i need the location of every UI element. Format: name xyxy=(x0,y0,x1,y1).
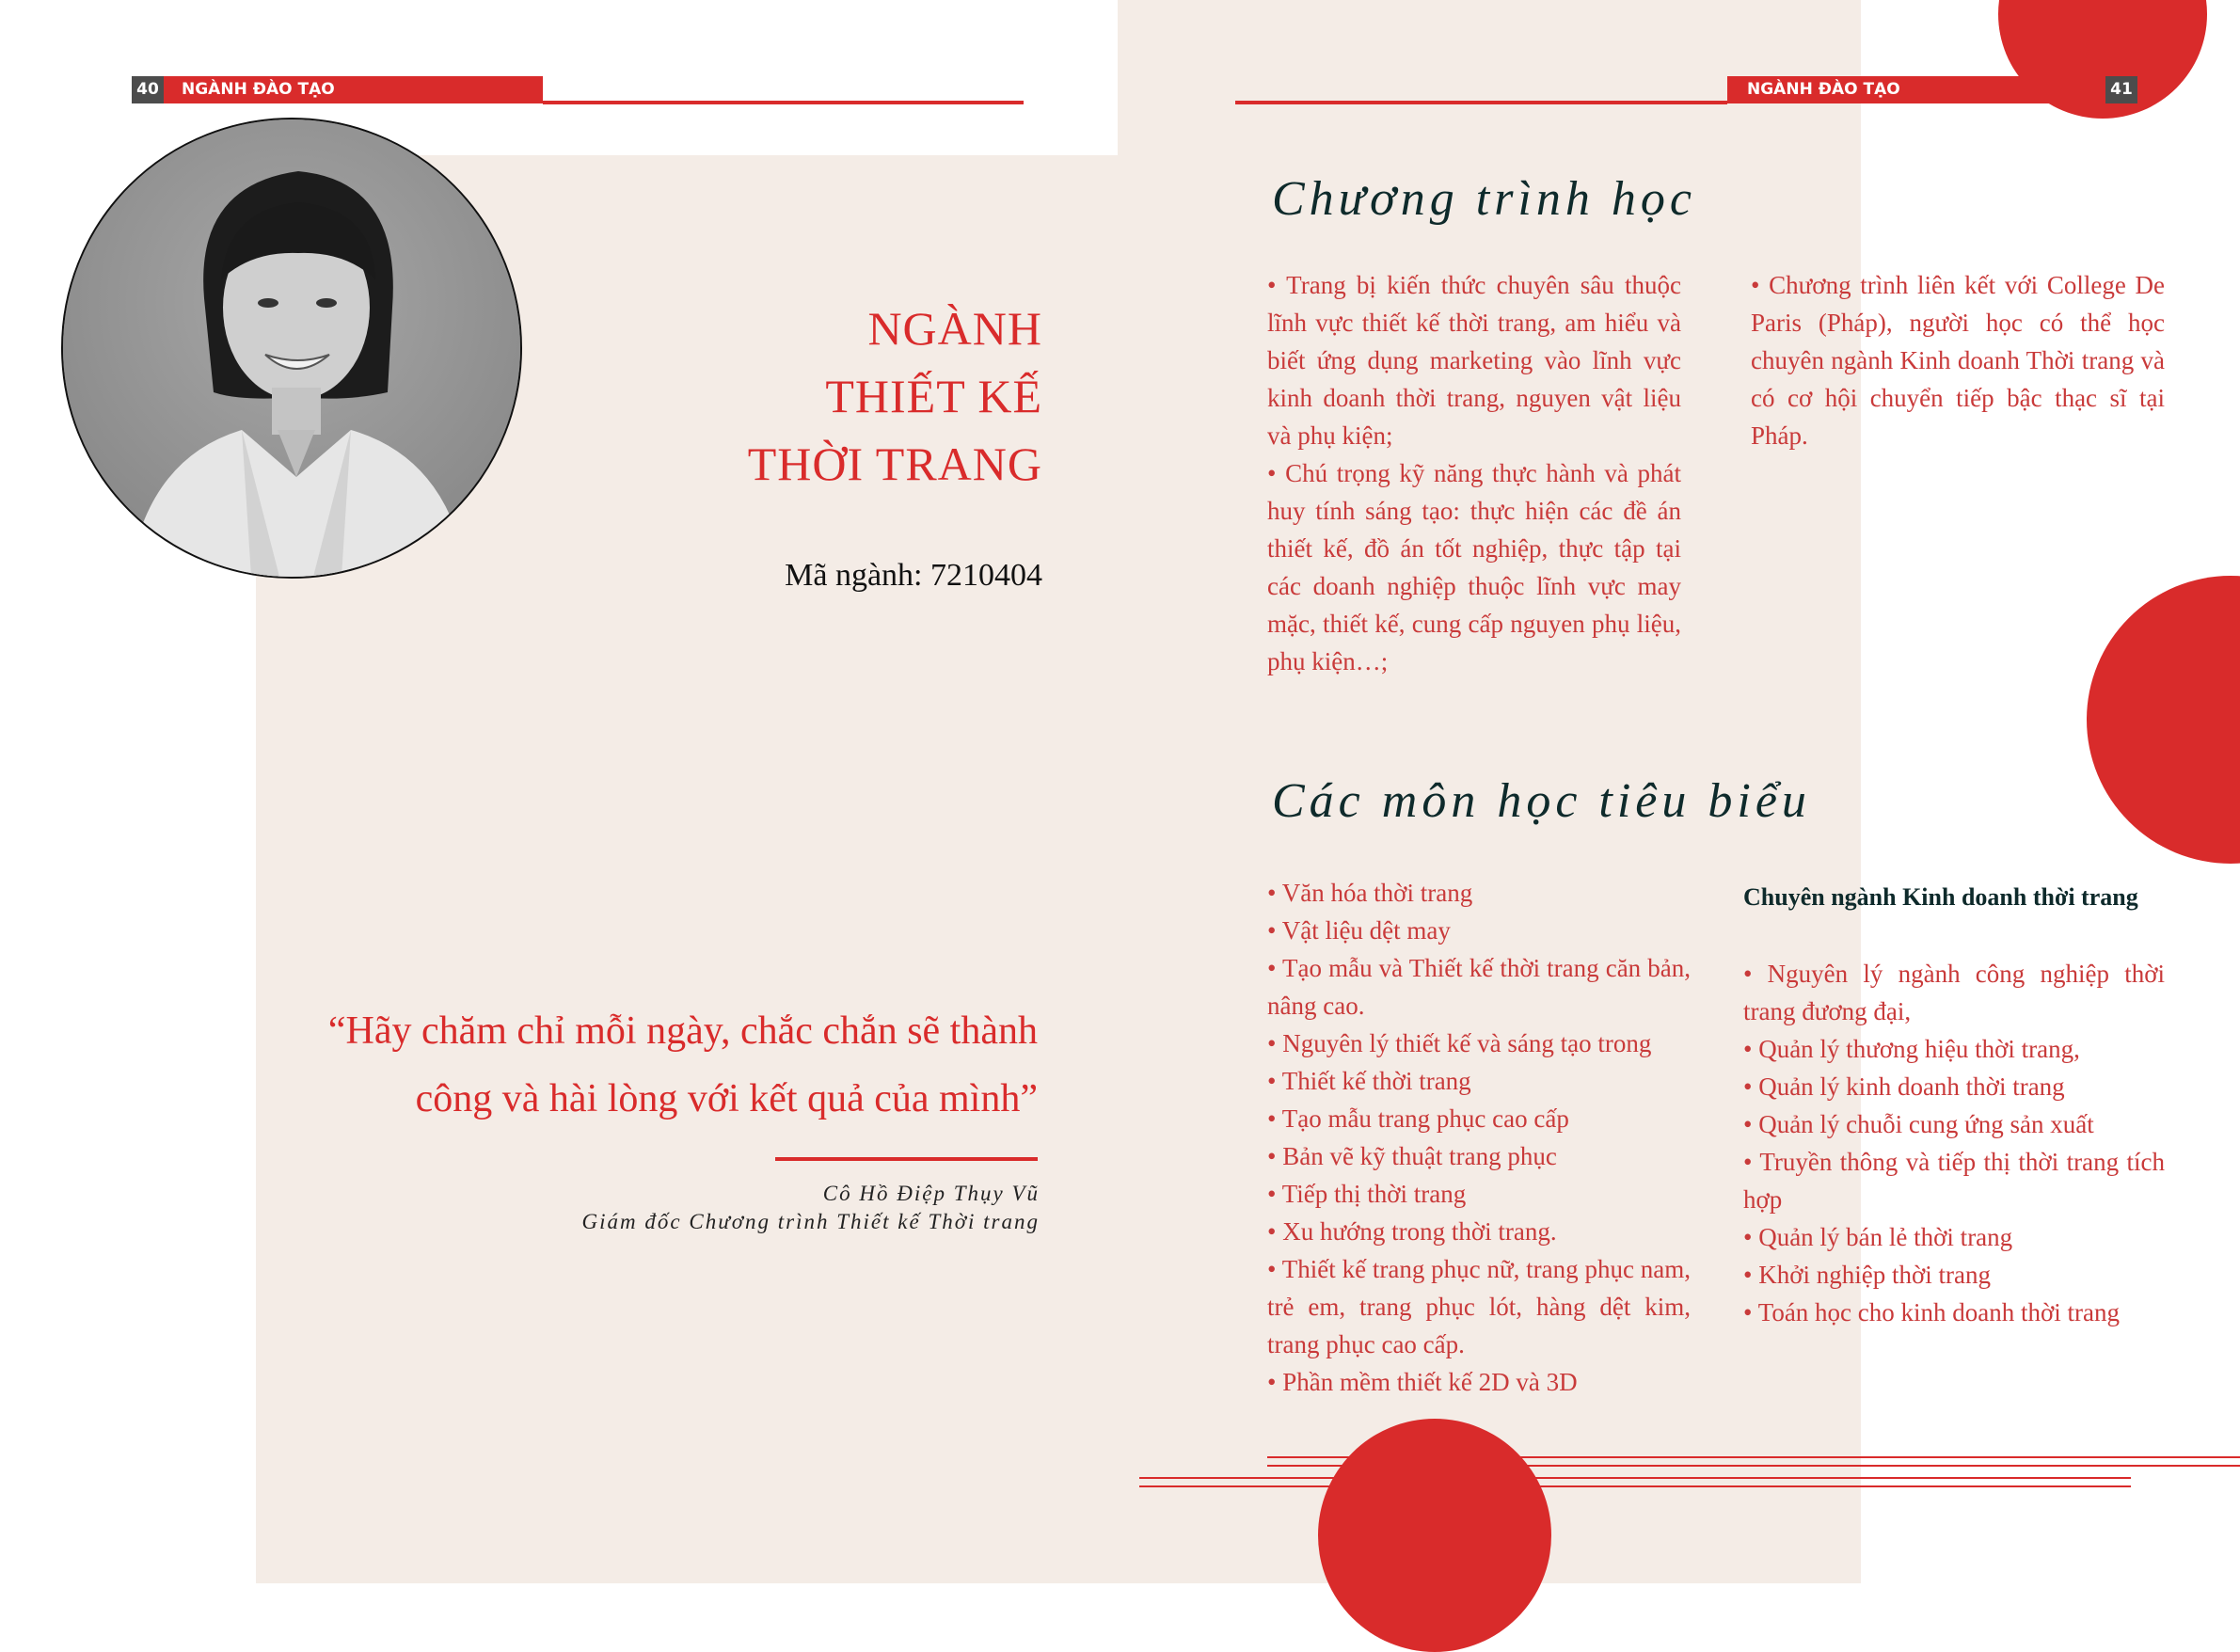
decor-circle-right xyxy=(2087,576,2240,864)
right-header-rule xyxy=(1235,101,1727,104)
right-page-number: 41 xyxy=(2105,76,2137,103)
quote-author-role: Giám đốc Chương trình Thiết kế Thời trang xyxy=(581,1210,1040,1233)
list-item: • Nguyên lý thiết kế và sáng tạo trong xyxy=(1267,1029,1652,1057)
quote-text xyxy=(263,997,1038,1133)
list-item: • Tạo mẫu và Thiết kế thời trang căn bản, nâng cao. xyxy=(1267,954,1691,1020)
list-item: • Toán học cho kinh doanh thời trang xyxy=(1743,1298,2121,1326)
list-item: • Bản vẽ kỹ thuật trang phục xyxy=(1267,1142,1557,1170)
list-item: • Khởi nghiệp thời trang xyxy=(1743,1261,1991,1289)
list-item: • Truyền thông và tiếp thị thời trang tích hợp xyxy=(1743,1148,2165,1214)
subjects-list xyxy=(1267,874,1691,1401)
list-item: • Văn hóa thời trang xyxy=(1267,879,1473,907)
curriculum-col-1 xyxy=(1267,266,1681,680)
major-list xyxy=(1743,955,2165,1331)
list-item: • Xu hướng trong thời trang. xyxy=(1267,1217,1557,1246)
list-item: • Nguyên lý ngành công nghiệp thời trang đương đại, xyxy=(1743,960,2165,1025)
quote-attribution xyxy=(376,1180,1040,1236)
list-item: • Thiết kế thời trang xyxy=(1267,1067,1471,1095)
list-item: • Tạo mẫu trang phục cao cấp xyxy=(1267,1104,1569,1133)
list-item: • Thiết kế trang phục nữ, trang phục nam, trẻ em, trang phục lót, hàng dệt kim, trang phục cao cấp. xyxy=(1267,1255,1691,1358)
left-header-rule xyxy=(543,101,1024,104)
left-page-number: 40 xyxy=(132,76,164,103)
curriculum-paragraph: • Chương trình liên kết với College De Paris (Pháp), người học có thể học chuyên ngành Kinh doanh Thời trang và có cơ hội chuyển tiếp bậc thạc sĩ tại Pháp. xyxy=(1751,271,2165,450)
list-item: • Phần mềm thiết kế 2D và 3D xyxy=(1267,1368,1578,1396)
bottom-rule-3 xyxy=(1139,1477,2131,1479)
list-item: • Quản lý bán lẻ thời trang xyxy=(1743,1223,2013,1251)
left-header-label: NGÀNH ĐÀO TẠO xyxy=(164,76,543,103)
subjects-title: Các môn học tiêu biểu xyxy=(1272,774,1811,828)
major-title: Chuyên ngành Kinh doanh thời trang xyxy=(1743,883,2138,911)
list-item: • Vật liệu dệt may xyxy=(1267,916,1451,945)
decor-circle-bottom xyxy=(1318,1419,1551,1652)
quote-author: Cô Hồ Điệp Thụy Vũ xyxy=(822,1182,1040,1205)
right-header-label: NGÀNH ĐÀO TẠO xyxy=(1727,76,2105,103)
program-title-line-1: NGÀNH xyxy=(867,302,1042,355)
list-item: • Quản lý chuỗi cung ứng sản xuất xyxy=(1743,1110,2094,1138)
quote-line-1: “Hãy chăm chỉ mỗi ngày, chắc chắn sẽ thành xyxy=(327,1009,1038,1053)
portrait-photo xyxy=(61,118,522,579)
portrait-illustration xyxy=(63,119,520,577)
curriculum-paragraph: • Trang bị kiến thức chuyên sâu thuộc lĩnh vực thiết kế thời trang, am hiểu và biết ứng dụng marketing vào lĩnh vực kinh doanh thời trang, nguyen vật liệu và phụ kiện; xyxy=(1267,271,1681,450)
program-code: Mã ngành: 7210404 xyxy=(785,558,1042,593)
bottom-rule-4 xyxy=(1139,1485,2131,1487)
bottom-rule-2 xyxy=(1267,1465,2240,1467)
curriculum-paragraph: • Chú trọng kỹ năng thực hành và phát huy tính sáng tạo: thực hiện các đề án thiết kế, đồ án tốt nghiệp, thực tập tại các doanh nghiệp thuộc lĩnh vực may mặc, thiết kế, cung cấp nguyen phụ liệu, phụ kiện…; xyxy=(1267,459,1681,675)
list-item: • Tiếp thị thời trang xyxy=(1267,1180,1467,1208)
curriculum-title: Chương trình học xyxy=(1272,172,1697,226)
quote-line-2: công và hài lòng với kết quả của mình” xyxy=(415,1077,1038,1120)
curriculum-col-2 xyxy=(1751,266,2165,454)
quote-rule xyxy=(775,1157,1038,1161)
bottom-rule-1 xyxy=(1267,1456,2240,1458)
program-title-line-2: THIẾT KẾ xyxy=(825,370,1042,422)
program-title-line-3: THỜI TRANG xyxy=(747,437,1042,490)
list-item: • Quản lý kinh doanh thời trang xyxy=(1743,1072,2065,1101)
list-item: • Quản lý thương hiệu thời trang, xyxy=(1743,1035,2080,1063)
program-title xyxy=(564,294,1042,498)
